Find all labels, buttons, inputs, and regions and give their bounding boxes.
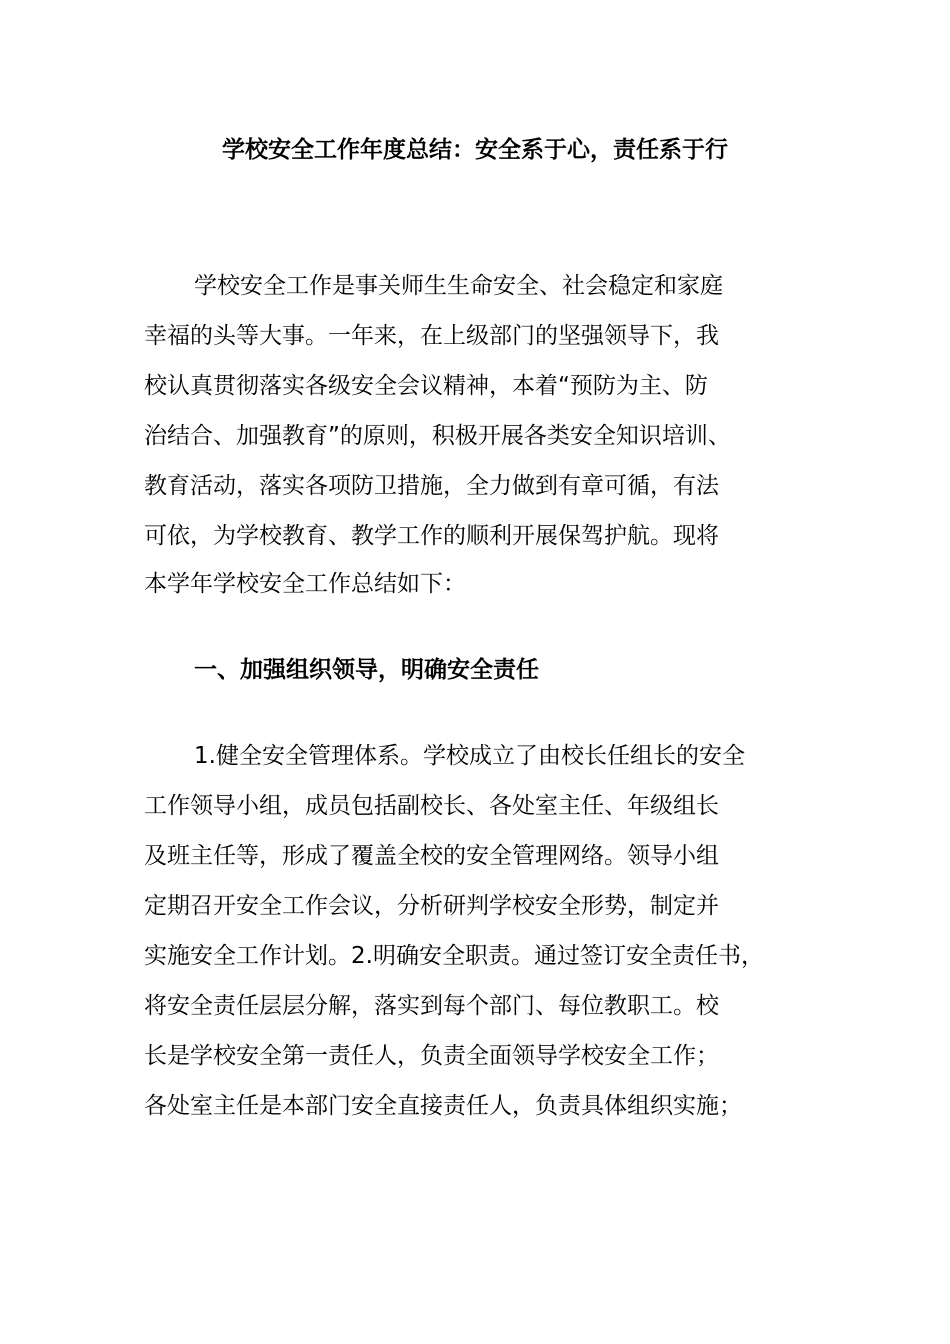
paragraph-1-line-1: 学校安全工作是事关师生生命安全、社会稳定和家庭	[194, 273, 723, 299]
paragraph-1-line-6: 可依，为学校教育、教学工作的顺利开展保驾护航。现将	[144, 523, 719, 549]
paragraph-1-line-7: 本学年学校安全工作总结如下：	[144, 571, 466, 597]
paragraph-2-line-5: 实施安全工作计划。2.明确安全职责。通过签订安全责任书，	[144, 943, 764, 969]
paragraph-1-line-2: 幸福的头等大事。一年来，在上级部门的坚强领导下，我	[144, 323, 719, 349]
section-1-heading: 一、加强组织领导，明确安全责任	[194, 657, 539, 683]
paragraph-2-line-2: 工作领导小组，成员包括副校长、各处室主任、年级组长	[144, 793, 719, 819]
paragraph-2-line-7: 长是学校安全第一责任人，负责全面领导学校安全工作；	[144, 1043, 719, 1069]
paragraph-1-line-5: 教育活动，落实各项防卫措施，全力做到有章可循，有法	[144, 473, 719, 499]
paragraph-1-line-4: 治结合、加强教育”的原则，积极开展各类安全知识培训、	[144, 423, 731, 449]
paragraph-2-line-8: 各处室主任是本部门安全直接责任人，负责具体组织实施；	[144, 1093, 742, 1119]
paragraph-2-line-1: 1.健全安全管理体系。学校成立了由校长任组长的安全	[194, 743, 745, 769]
paragraph-2-line-3: 及班主任等，形成了覆盖全校的安全管理网络。领导小组	[144, 843, 719, 869]
paragraph-2-line-6: 将安全责任层层分解，落实到每个部门、每位教职工。校	[144, 993, 719, 1019]
paragraph-2-line-4: 定期召开安全工作会议，分析研判学校安全形势，制定并	[144, 893, 719, 919]
paragraph-1-line-3: 校认真贯彻落实各级安全会议精神，本着“预防为主、防	[144, 373, 708, 399]
document-title: 学校安全工作年度总结：安全系于心，责任系于行	[222, 137, 728, 163]
